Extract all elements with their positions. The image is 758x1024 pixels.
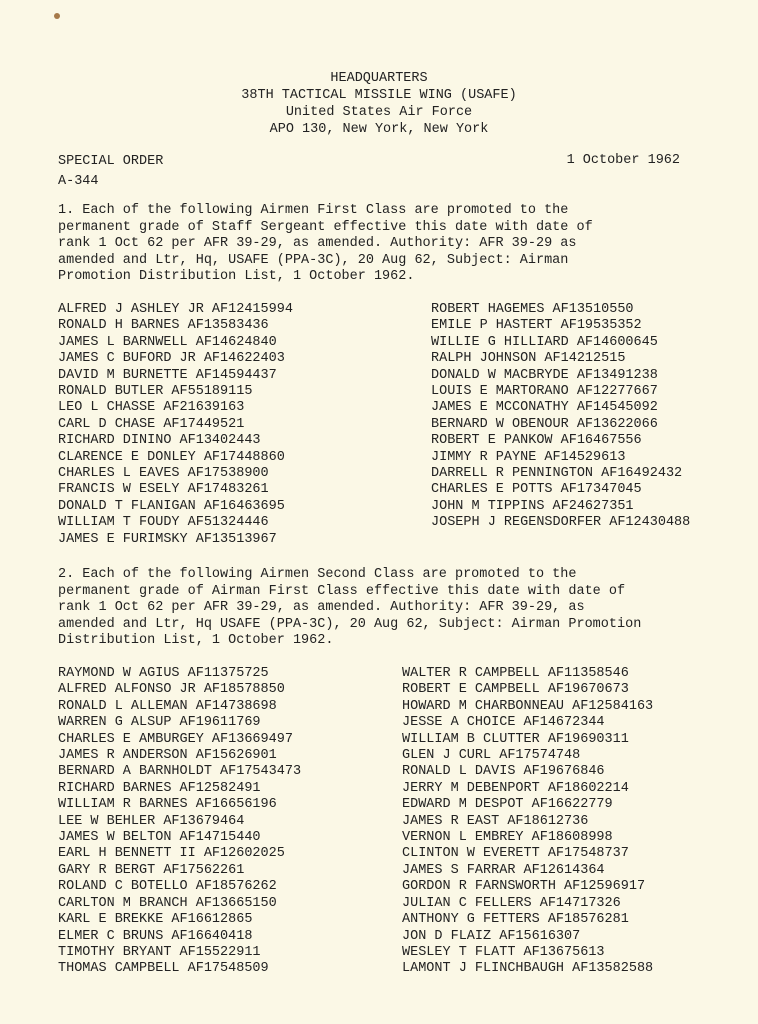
- airman-entry: LAMONT J FLINCHBAUGH AF13582588: [402, 961, 654, 977]
- order-id-block: [58, 152, 163, 192]
- airman-entry: WARREN G ALSUP AF19611769: [58, 715, 261, 731]
- paragraph-line: 1. Each of the following Airmen First Class are promoted to the: [58, 203, 569, 218]
- airman-entry: JON D FLAIZ AF15616307: [402, 928, 581, 944]
- airman-entry: CARL D CHASE AF17449521: [58, 416, 245, 432]
- airman-entry: DONALD T FLANIGAN AF16463695: [58, 498, 285, 514]
- airman-entry: KARL E BREKKE AF16612865: [58, 912, 253, 928]
- paragraph-line: amended and Ltr, Hq USAFE (PPA-3C), 20 Aug 62, Subject: Airman Promotion: [58, 616, 642, 632]
- airman-entry: DONALD W MACBRYDE AF13491238: [431, 367, 658, 383]
- airman-entry: LEE W BEHLER AF13679464: [58, 813, 245, 829]
- airman-entry: JOHN M TIPPINS AF24627351: [431, 498, 634, 514]
- paragraph-line: 2. Each of the following Airmen Second Class are promoted to the: [58, 567, 577, 582]
- promotion-list-1-left: [58, 302, 293, 548]
- airman-entry: JESSE A CHOICE AF14672344: [402, 715, 605, 731]
- airman-entry: JAMES S FARRAR AF12614364: [402, 862, 605, 878]
- paragraph-line: Distribution List, 1 October 1962.: [58, 633, 334, 648]
- order-label: SPECIAL ORDER: [58, 154, 164, 169]
- airman-entry: FRANCIS W ESELY AF17483261: [58, 482, 269, 498]
- paragraph-line: permanent grade of Staff Sergeant effective this date with date of: [58, 219, 593, 235]
- promotion-list-1-right: [431, 302, 690, 532]
- header-unit: 38TH TACTICAL MISSILE WING (USAFE): [241, 88, 517, 103]
- promotion-list-2-left: [58, 666, 301, 978]
- airman-entry: ALFRED ALFONSO JR AF18578850: [58, 682, 285, 698]
- airman-entry: JAMES R EAST AF18612736: [402, 813, 589, 829]
- airman-entry: RALPH JOHNSON AF14212515: [431, 351, 626, 367]
- header-title: HEADQUARTERS: [330, 71, 428, 86]
- airman-entry: WALTER R CAMPBELL AF11358546: [402, 666, 629, 681]
- airman-entry: LEO L CHASSE AF21639163: [58, 400, 245, 416]
- paragraph-2: [58, 567, 708, 650]
- airman-entry: JAMES E FURIMSKY AF13513967: [58, 531, 277, 547]
- airman-entry: JAMES R ANDERSON AF15626901: [58, 748, 277, 764]
- airman-entry: HOWARD M CHARBONNEAU AF12584163: [402, 698, 654, 714]
- airman-entry: RONALD H BARNES AF13583436: [58, 318, 269, 334]
- airman-entry: DARRELL R PENNINGTON AF16492432: [431, 466, 683, 482]
- airman-entry: JAMES W BELTON AF14715440: [58, 830, 261, 846]
- airman-entry: LOUIS E MARTORANO AF12277667: [431, 384, 658, 400]
- airman-entry: THOMAS CAMPBELL AF17548509: [58, 961, 269, 977]
- airman-entry: ELMER C BRUNS AF16640418: [58, 928, 253, 944]
- letterhead: [0, 70, 758, 138]
- airman-entry: BERNARD W OBENOUR AF13622066: [431, 416, 658, 432]
- airman-entry: GLEN J CURL AF17574748: [402, 748, 581, 764]
- airman-entry: ALFRED J ASHLEY JR AF12415994: [58, 302, 293, 317]
- airman-entry: JAMES L BARNWELL AF14624840: [58, 334, 277, 350]
- punch-mark: [54, 13, 60, 19]
- paragraph-line: permanent grade of Airman First Class effective this date with date of: [58, 583, 626, 599]
- airman-entry: JIMMY R PAYNE AF14529613: [431, 449, 626, 465]
- airman-entry: CLINTON W EVERETT AF17548737: [402, 846, 629, 862]
- airman-entry: CHARLES L EAVES AF17538900: [58, 466, 269, 482]
- airman-entry: ROLAND C BOTELLO AF18576262: [58, 879, 277, 895]
- airman-entry: JERRY M DEBENPORT AF18602214: [402, 780, 629, 796]
- airman-entry: ROBERT E CAMPBELL AF19670673: [402, 682, 629, 698]
- order-date: 1 October 1962: [566, 153, 680, 168]
- airman-entry: RICHARD BARNES AF12582491: [58, 780, 261, 796]
- airman-entry: DAVID M BURNETTE AF14594437: [58, 367, 277, 383]
- airman-entry: JAMES C BUFORD JR AF14622403: [58, 351, 285, 367]
- header-service: United States Air Force: [285, 105, 473, 120]
- airman-entry: RONALD L DAVIS AF19676846: [402, 764, 605, 780]
- airman-entry: JULIAN C FELLERS AF14717326: [402, 895, 621, 911]
- paragraph-1: [58, 203, 708, 286]
- airman-entry: BERNARD A BARNHOLDT AF17543473: [58, 764, 302, 780]
- airman-entry: ROBERT HAGEMES AF13510550: [431, 302, 634, 317]
- airman-entry: WILLIAM T FOUDY AF51324446: [58, 515, 269, 531]
- airman-entry: GORDON R FARNSWORTH AF12596917: [402, 879, 646, 895]
- airman-entry: EDWARD M DESPOT AF16622779: [402, 797, 613, 813]
- airman-entry: CLARENCE E DONLEY AF17448860: [58, 449, 285, 465]
- paragraph-line: Promotion Distribution List, 1 October 1962.: [58, 269, 415, 284]
- order-number: A-344: [58, 174, 99, 189]
- airman-entry: ANTHONY G FETTERS AF18576281: [402, 912, 629, 928]
- airman-entry: ROBERT E PANKOW AF16467556: [431, 433, 642, 449]
- airman-entry: WILLIE G HILLIARD AF14600645: [431, 334, 658, 350]
- airman-entry: RONALD BUTLER AF55189115: [58, 384, 253, 400]
- airman-entry: CARLTON M BRANCH AF13665150: [58, 895, 277, 911]
- promotion-list-2-right: [402, 666, 653, 978]
- paragraph-line: amended and Ltr, Hq, USAFE (PPA-3C), 20 Aug 62, Subject: Airman: [58, 252, 569, 268]
- airman-entry: JOSEPH J REGENSDORFER AF12430488: [431, 515, 691, 531]
- airman-entry: WILLIAM R BARNES AF16656196: [58, 797, 277, 813]
- airman-entry: VERNON L EMBREY AF18608998: [402, 830, 613, 846]
- airman-entry: EARL H BENNETT II AF12602025: [58, 846, 285, 862]
- paragraph-line: rank 1 Oct 62 per AFR 39-29, as amended. Authority: AFR 39-29, as: [58, 600, 585, 615]
- airman-entry: CHARLES E AMBURGEY AF13669497: [58, 731, 293, 747]
- airman-entry: WESLEY T FLATT AF13675613: [402, 944, 605, 960]
- airman-entry: GARY R BERGT AF17562261: [58, 862, 245, 878]
- airman-entry: RAYMOND W AGIUS AF11375725: [58, 666, 269, 681]
- airman-entry: WILLIAM B CLUTTER AF19690311: [402, 731, 629, 747]
- airman-entry: TIMOTHY BRYANT AF15522911: [58, 944, 261, 960]
- header-address: APO 130, New York, New York: [269, 122, 489, 137]
- airman-entry: JAMES E MCCONATHY AF14545092: [431, 400, 658, 416]
- paragraph-line: rank 1 Oct 62 per AFR 39-29, as amended. Authority: AFR 39-29 as: [58, 236, 577, 251]
- airman-entry: CHARLES E POTTS AF17347045: [431, 482, 642, 498]
- airman-entry: RICHARD DININO AF13402443: [58, 433, 261, 449]
- airman-entry: RONALD L ALLEMAN AF14738698: [58, 698, 277, 714]
- airman-entry: EMILE P HASTERT AF19535352: [431, 318, 642, 334]
